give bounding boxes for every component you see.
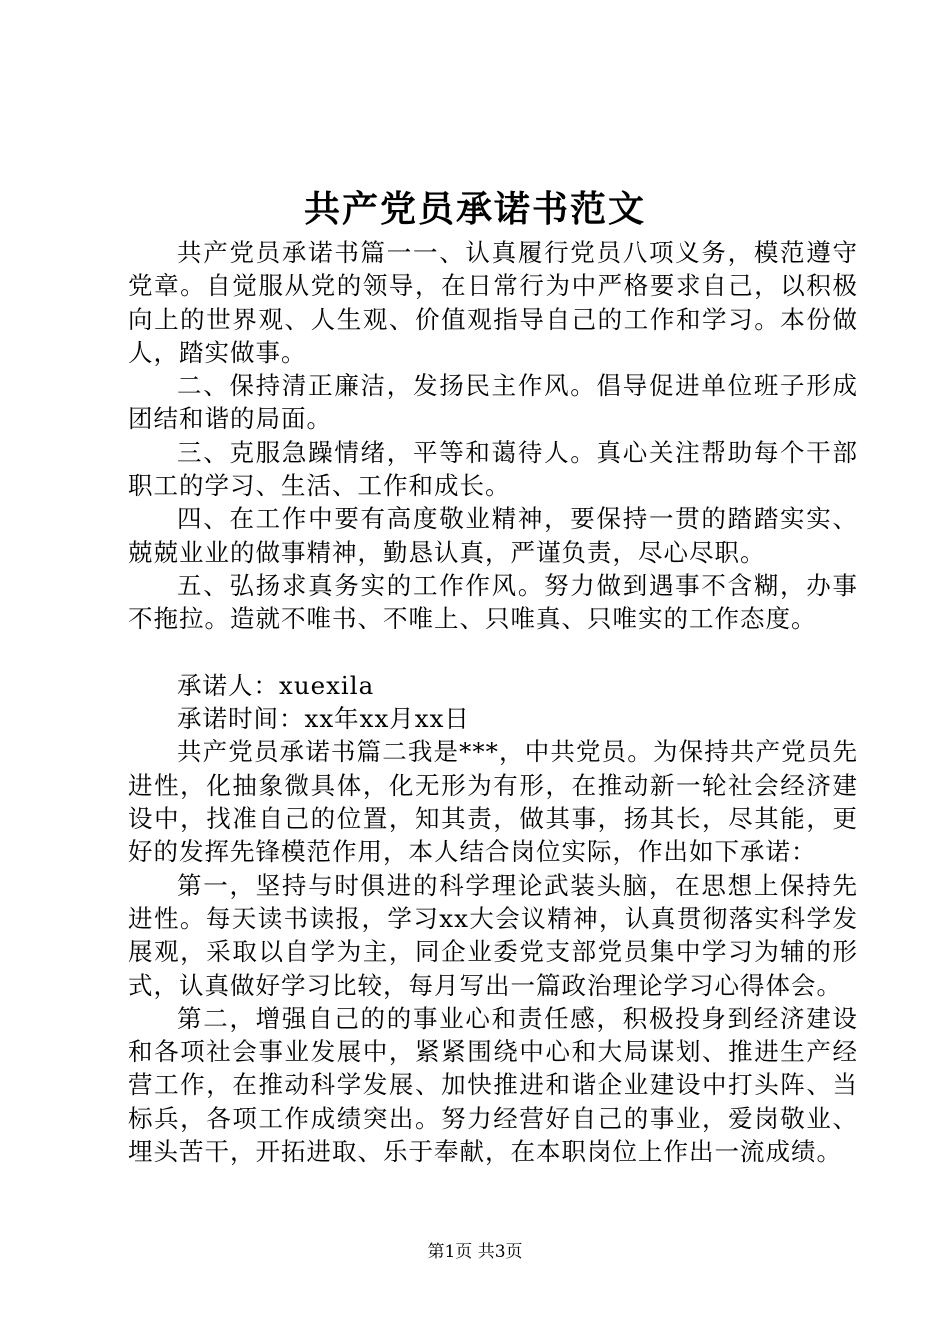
paragraph-2: 二、保持清正廉洁，发扬民主作风。倡导促进单位班子形成团结和谐的局面。 [128, 371, 858, 434]
document-body [128, 236, 858, 1168]
page-footer: 第1页 共3页 [427, 1242, 523, 1262]
paragraph-3: 三、克服急躁情绪，平等和蔼待人。真心关注帮助每个干部职工的学习、生活、工作和成长。 [128, 437, 858, 501]
paragraph-5: 五、弘扬求真务实的工作作风。努力做到遇事不含糊，办事不拖拉。造就不唯书、不唯上、只唯真、只唯实的工作态度。 [128, 570, 858, 634]
signer-line: 承诺人：xuexila [177, 670, 375, 700]
paragraph-4: 四、在工作中要有高度敬业精神，要保持一贯的踏踏实实、兢兢业业的做事精神，勤恳认真，严谨负责，尽心尽职。 [128, 504, 858, 567]
date-line: 承诺时间：xx年xx月xx日 [177, 704, 470, 734]
paragraph-7: 第一，坚持与时俱进的科学理论武装头脑，在思想上保持先进性。每天读书读报，学习xx大会议精神，认真贯彻落实科学发展观，采取以自学为主，同企业委党支部党员集中学习为辅的形式，认真做好学习比较，每月写出一篇政治理论学习心得体会。 [128, 870, 858, 1000]
paragraph-8: 第二，增强自己的的事业心和责任感，积极投身到经济建设和各项社会事业发展中，紧紧围绕中心和大局谋划、推进生产经营工作，在推动科学发展、加快推进和谐企业建设中打头阵、当标兵，各项工作成绩突出。努力经营好自己的事业，爱岗敬业、埋头苦干，开拓进取、乐于奉献，在本职岗位上作出一流成绩。 [128, 1003, 858, 1167]
paragraph-1: 共产党员承诺书篇一一、认真履行党员八项义务，模范遵守党章。自觉服从党的领导，在日常行为中严格要求自己，以积极向上的世界观、人生观、价值观指导自己的工作和学习。本份做人，踏实做事。 [128, 238, 858, 367]
document-title: 共产党员承诺书范文 [303, 188, 646, 230]
blank-line [128, 636, 858, 669]
paragraph-6: 共产党员承诺书篇二我是***，中共党员。为保持共产党员先进性，化抽象微具体，化无形为有形，在推动新一轮社会经济建设中，找准自己的位置，知其责，做其事，扬其长，尽其能，更好的发挥先锋模范作用，本人结合岗位实际，作出如下承诺： [128, 737, 858, 867]
